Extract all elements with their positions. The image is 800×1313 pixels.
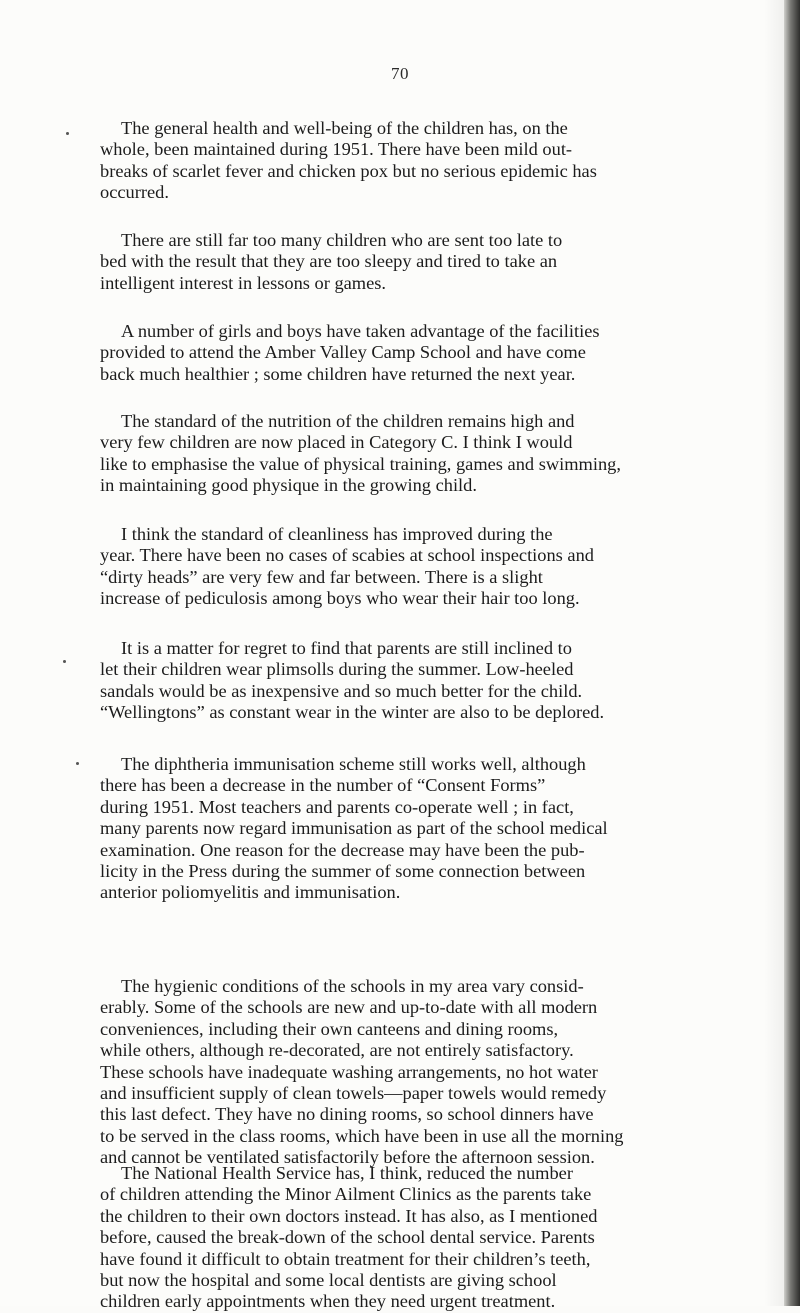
scan-speck	[63, 660, 66, 663]
scan-speck	[66, 132, 69, 135]
text-line: provided to attend the Amber Valley Camp School and have come	[100, 342, 586, 363]
text-line: before, caused the break-down of the school dental service. Parents	[100, 1227, 595, 1248]
text-line: The standard of the nutrition of the children remains high and	[121, 411, 575, 431]
text-line: increase of pediculosis among boys who wear their hair too long.	[100, 588, 580, 609]
scan-edge	[784, 0, 800, 1306]
text-line: I think the standard of cleanliness has improved during the	[121, 524, 553, 544]
text-line: children early appointments when they need urgent treatment.	[100, 1291, 556, 1312]
text-line: The National Health Service has, I think, reduced the number	[121, 1163, 573, 1183]
text-line: let their children wear plimsolls during the summer. Low-heeled	[100, 659, 574, 680]
text-line: The hygienic conditions of the schools in my area vary consid-	[121, 976, 584, 996]
paragraph-bedtime	[100, 230, 720, 294]
paragraph-camp-school	[100, 321, 720, 385]
text-line: back much healthier ; some children have returned the next year.	[100, 363, 576, 384]
text-line: and cannot be ventilated satisfactorily before the afternoon session.	[100, 1147, 595, 1168]
text-line: erably. Some of the schools are new and up-to-date with all modern	[100, 997, 598, 1018]
text-line: many parents now regard immunisation as part of the school medical	[100, 818, 608, 839]
paragraph-nutrition	[100, 411, 720, 497]
text-line: licity in the Press during the summer of some connection between	[100, 861, 586, 882]
text-line: conveniences, including their own canteens and dining rooms,	[100, 1018, 559, 1039]
text-line: of children attending the Minor Ailment Clinics as the parents take	[100, 1184, 592, 1205]
body-text	[0, 118, 800, 1312]
text-line: occurred.	[100, 182, 169, 203]
text-line: A number of girls and boys have taken advantage of the facilities	[121, 321, 600, 341]
text-line: bed with the result that they are too sleepy and tired to take an	[100, 251, 558, 272]
text-line: whole, been maintained during 1951. There have been mild out-	[100, 139, 573, 160]
paragraph-diphtheria	[100, 754, 720, 904]
text-line: sandals would be as inexpensive and so much better for the child.	[100, 680, 583, 701]
scan-speck	[76, 762, 79, 765]
paragraph-hygienic-conditions	[100, 976, 720, 1169]
text-line: very few children are now placed in Category C. I think I would	[100, 432, 573, 453]
text-line: examination. One reason for the decrease may have been the pub-	[100, 839, 585, 860]
text-line: “dirty heads” are very few and far between. There is a slight	[100, 566, 543, 587]
text-line: to be served in the class rooms, which have been in use all the morning	[100, 1125, 624, 1146]
text-line: These schools have inadequate washing arrangements, no hot water	[100, 1061, 598, 1082]
paragraph-general-health	[100, 118, 720, 204]
text-line: The general health and well-being of the children has, on the	[121, 118, 568, 138]
text-line: there has been a decrease in the number of “Consent Forms”	[100, 775, 546, 796]
paragraph-footwear	[100, 638, 720, 724]
text-line: this last defect. They have no dining rooms, so school dinners have	[100, 1104, 594, 1125]
page-number: 70	[391, 64, 409, 83]
paragraph-health-service	[100, 1163, 720, 1313]
text-line: while others, although re-decorated, are not entirely satisfactory.	[100, 1040, 574, 1061]
text-line: anterior poliomyelitis and immunisation.	[100, 882, 401, 903]
text-line: breaks of scarlet fever and chicken pox but no serious epidemic has	[100, 160, 597, 181]
paragraph-cleanliness	[100, 524, 720, 610]
text-line: but now the hospital and some local dentists are giving school	[100, 1270, 557, 1291]
text-line: year. There have been no cases of scabies at school inspections and	[100, 545, 594, 566]
text-line: the children to their own doctors instead. It has also, as I mentioned	[100, 1205, 598, 1226]
text-line: “Wellingtons” as constant wear in the winter are also to be deplored.	[100, 702, 605, 723]
scan-shadow	[764, 0, 784, 1306]
text-line: There are still far too many children who are sent too late to	[121, 230, 563, 250]
text-line: It is a matter for regret to find that parents are still inclined to	[121, 638, 572, 658]
text-line: during 1951. Most teachers and parents co-operate well ; in fact,	[100, 796, 574, 817]
text-line: intelligent interest in lessons or games.	[100, 272, 387, 293]
text-line: and insufficient supply of clean towels—paper towels would remedy	[100, 1083, 607, 1104]
text-line: like to emphasise the value of physical training, games and swimming,	[100, 453, 621, 474]
text-line: have found it difficult to obtain treatment for their children’s teeth,	[100, 1248, 591, 1269]
text-line: in maintaining good physique in the growing child.	[100, 475, 477, 496]
text-line: The diphtheria immunisation scheme still works well, although	[121, 754, 586, 774]
